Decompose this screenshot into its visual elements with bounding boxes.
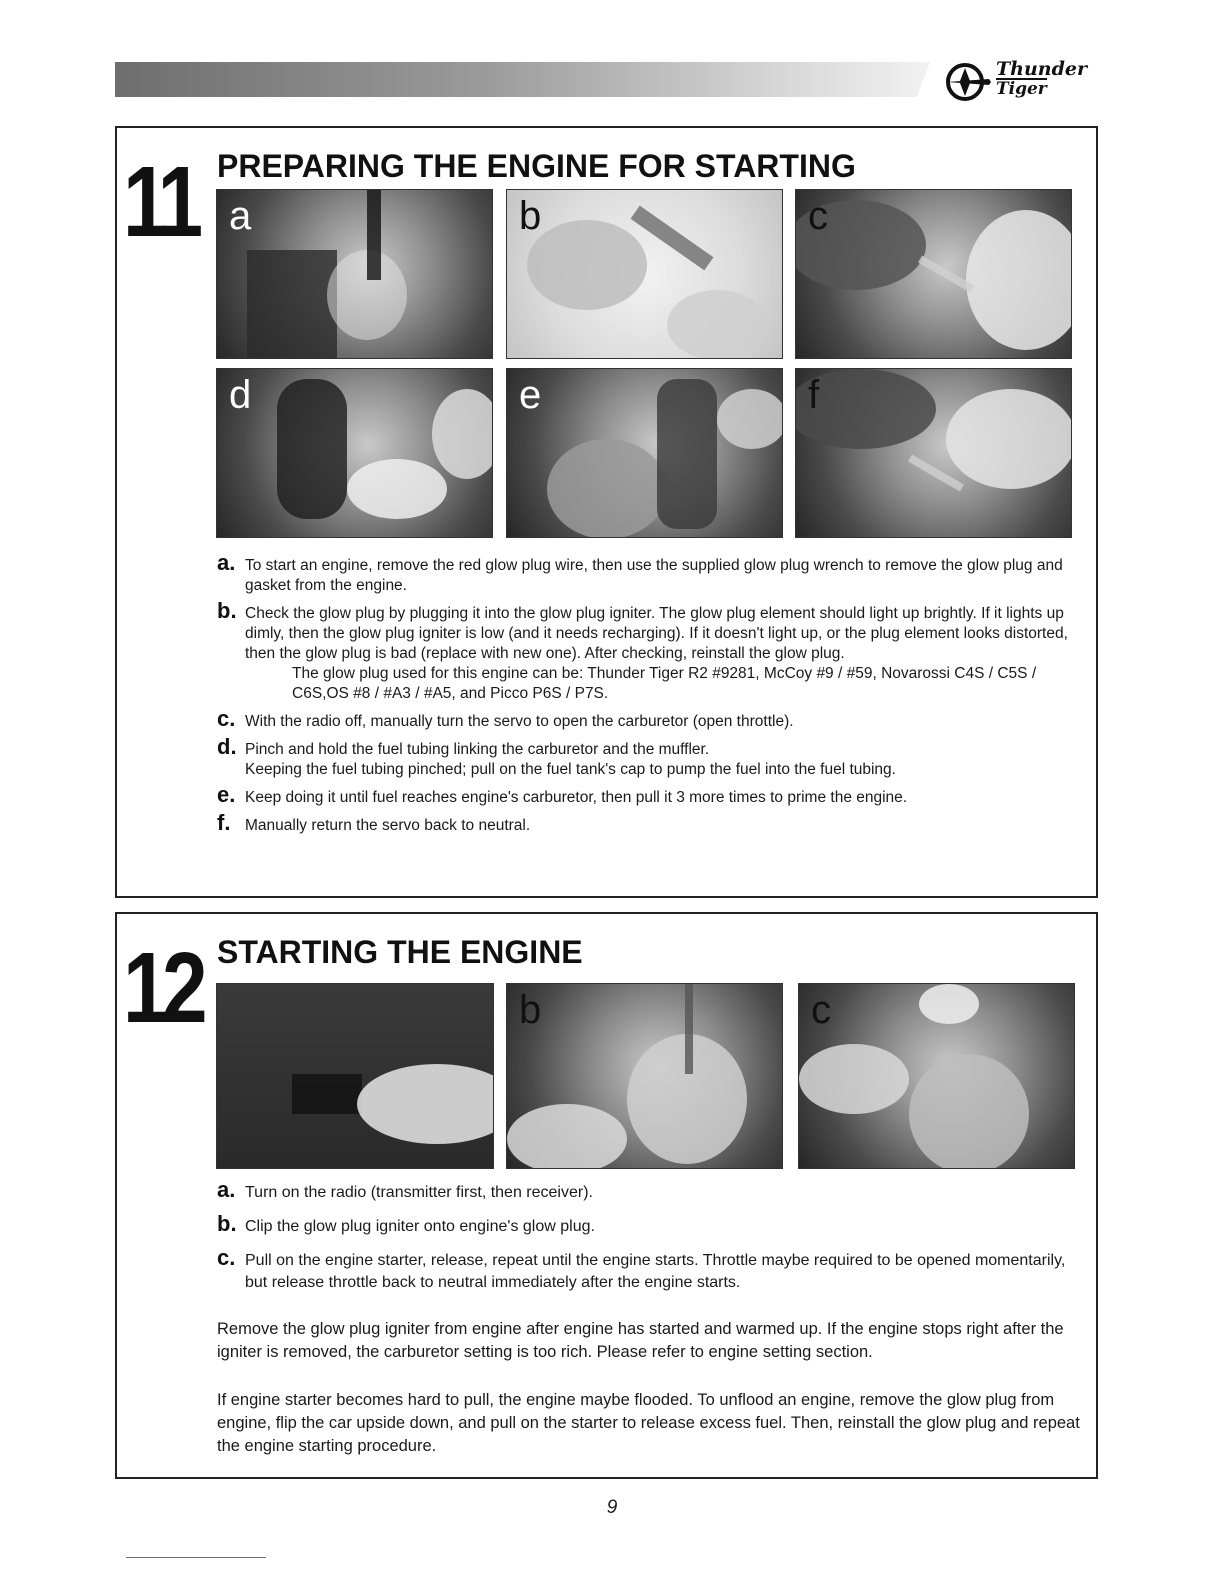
photo-letter: f xyxy=(808,373,820,417)
paragraph-flooded-engine: If engine starter becomes hard to pull, the engine maybe flooded. To unflood an engine, remove the glow plug from engine, flip the car upside down, and pull on the starter to release excess fuel. Then, reinstall the glow plug and repeat the engine starting procedure. xyxy=(217,1391,1080,1455)
step-number: 12 xyxy=(123,932,202,1044)
photo-letter: a xyxy=(229,194,252,238)
list-item: e. Keep doing it until fuel reaches engine's carburetor, then pull it 3 more times to prime the engine. xyxy=(217,782,908,807)
section-preparing-engine xyxy=(115,126,1098,898)
page-number: 9 xyxy=(606,1497,618,1518)
instruction-list xyxy=(217,550,1087,844)
section-title: PREPARING THE ENGINE FOR STARTING xyxy=(217,148,856,184)
section-starting-engine xyxy=(115,912,1098,1479)
step-number: 11 xyxy=(123,146,197,258)
photo-f xyxy=(795,368,1072,538)
photo-letter: d xyxy=(229,373,252,417)
list-item: f. Manually return the servo back to neutral. xyxy=(217,810,531,835)
footer-link-line xyxy=(126,1557,266,1558)
photo-letter: c xyxy=(808,194,828,238)
photo-c xyxy=(795,189,1072,359)
list-item: b. Check the glow plug by plugging it into the glow plug igniter. The glow plug element should light up brightly. If it lights up dimly, then the glow plug igniter is low (and it needs recharging). If it doesn't light up, or the plug element looks distorted, then the glow plug is bad (replace with new one). After checking, reinstall the glow plug. The glow plug used for this engine can be: Thunder Tiger R2 #9281, McCoy #9 / #59, Novarossi C4S / C5S / C6S,OS #8 / #A3 / #A5, and Picco P6S / P7S. xyxy=(217,598,1068,702)
list-item: c. With the radio off, manually turn the servo to open the carburetor (open throttle). xyxy=(217,706,794,731)
list-item: d. Pinch and hold the fuel tubing linking the carburetor and the muffler. Keeping the fuel tubing pinched; pull on the fuel tank's cap to pump the fuel into the fuel tubing. xyxy=(217,734,896,778)
paragraph-remove-igniter: Remove the glow plug igniter from engine after engine has started and warmed up. If the engine stops right after the igniter is removed, the carburetor setting is too rich. Please refer to engine setting section. xyxy=(217,1320,1064,1361)
list-item: b. Clip the glow plug igniter onto engine's glow plug. xyxy=(217,1211,595,1236)
header-gradient-bar xyxy=(115,62,930,97)
logo-line1: Thunder xyxy=(996,58,1087,80)
list-item: a. Turn on the radio (transmitter first, then receiver). xyxy=(217,1177,593,1202)
section-title: STARTING THE ENGINE xyxy=(217,934,583,970)
photo-b xyxy=(506,983,783,1169)
plane-circle-icon xyxy=(943,58,995,102)
photo-a xyxy=(216,189,493,359)
list-item: c. Pull on the engine starter, release, repeat until the engine starts. Throttle maybe required to be opened momentarily, but release throttle back to neutral immediately after the engine starts. xyxy=(217,1245,1066,1291)
photo-e xyxy=(506,368,783,538)
photo-c xyxy=(798,983,1075,1169)
photo-letter: e xyxy=(519,373,542,417)
photo-letter: b xyxy=(519,194,542,238)
photo-b xyxy=(506,189,783,359)
photo-d xyxy=(216,368,493,538)
list-item: a. To start an engine, remove the red glow plug wire, then use the supplied glow plug wrench to remove the glow plug and gasket from the engine. xyxy=(217,550,1063,594)
photo-letter: b xyxy=(519,988,542,1032)
logo-line2: Tiger xyxy=(996,79,1047,99)
photo-a xyxy=(216,983,494,1169)
instruction-list xyxy=(217,1177,1087,1302)
photo-letter: c xyxy=(811,988,831,1032)
thunder-tiger-logo xyxy=(943,58,1103,102)
